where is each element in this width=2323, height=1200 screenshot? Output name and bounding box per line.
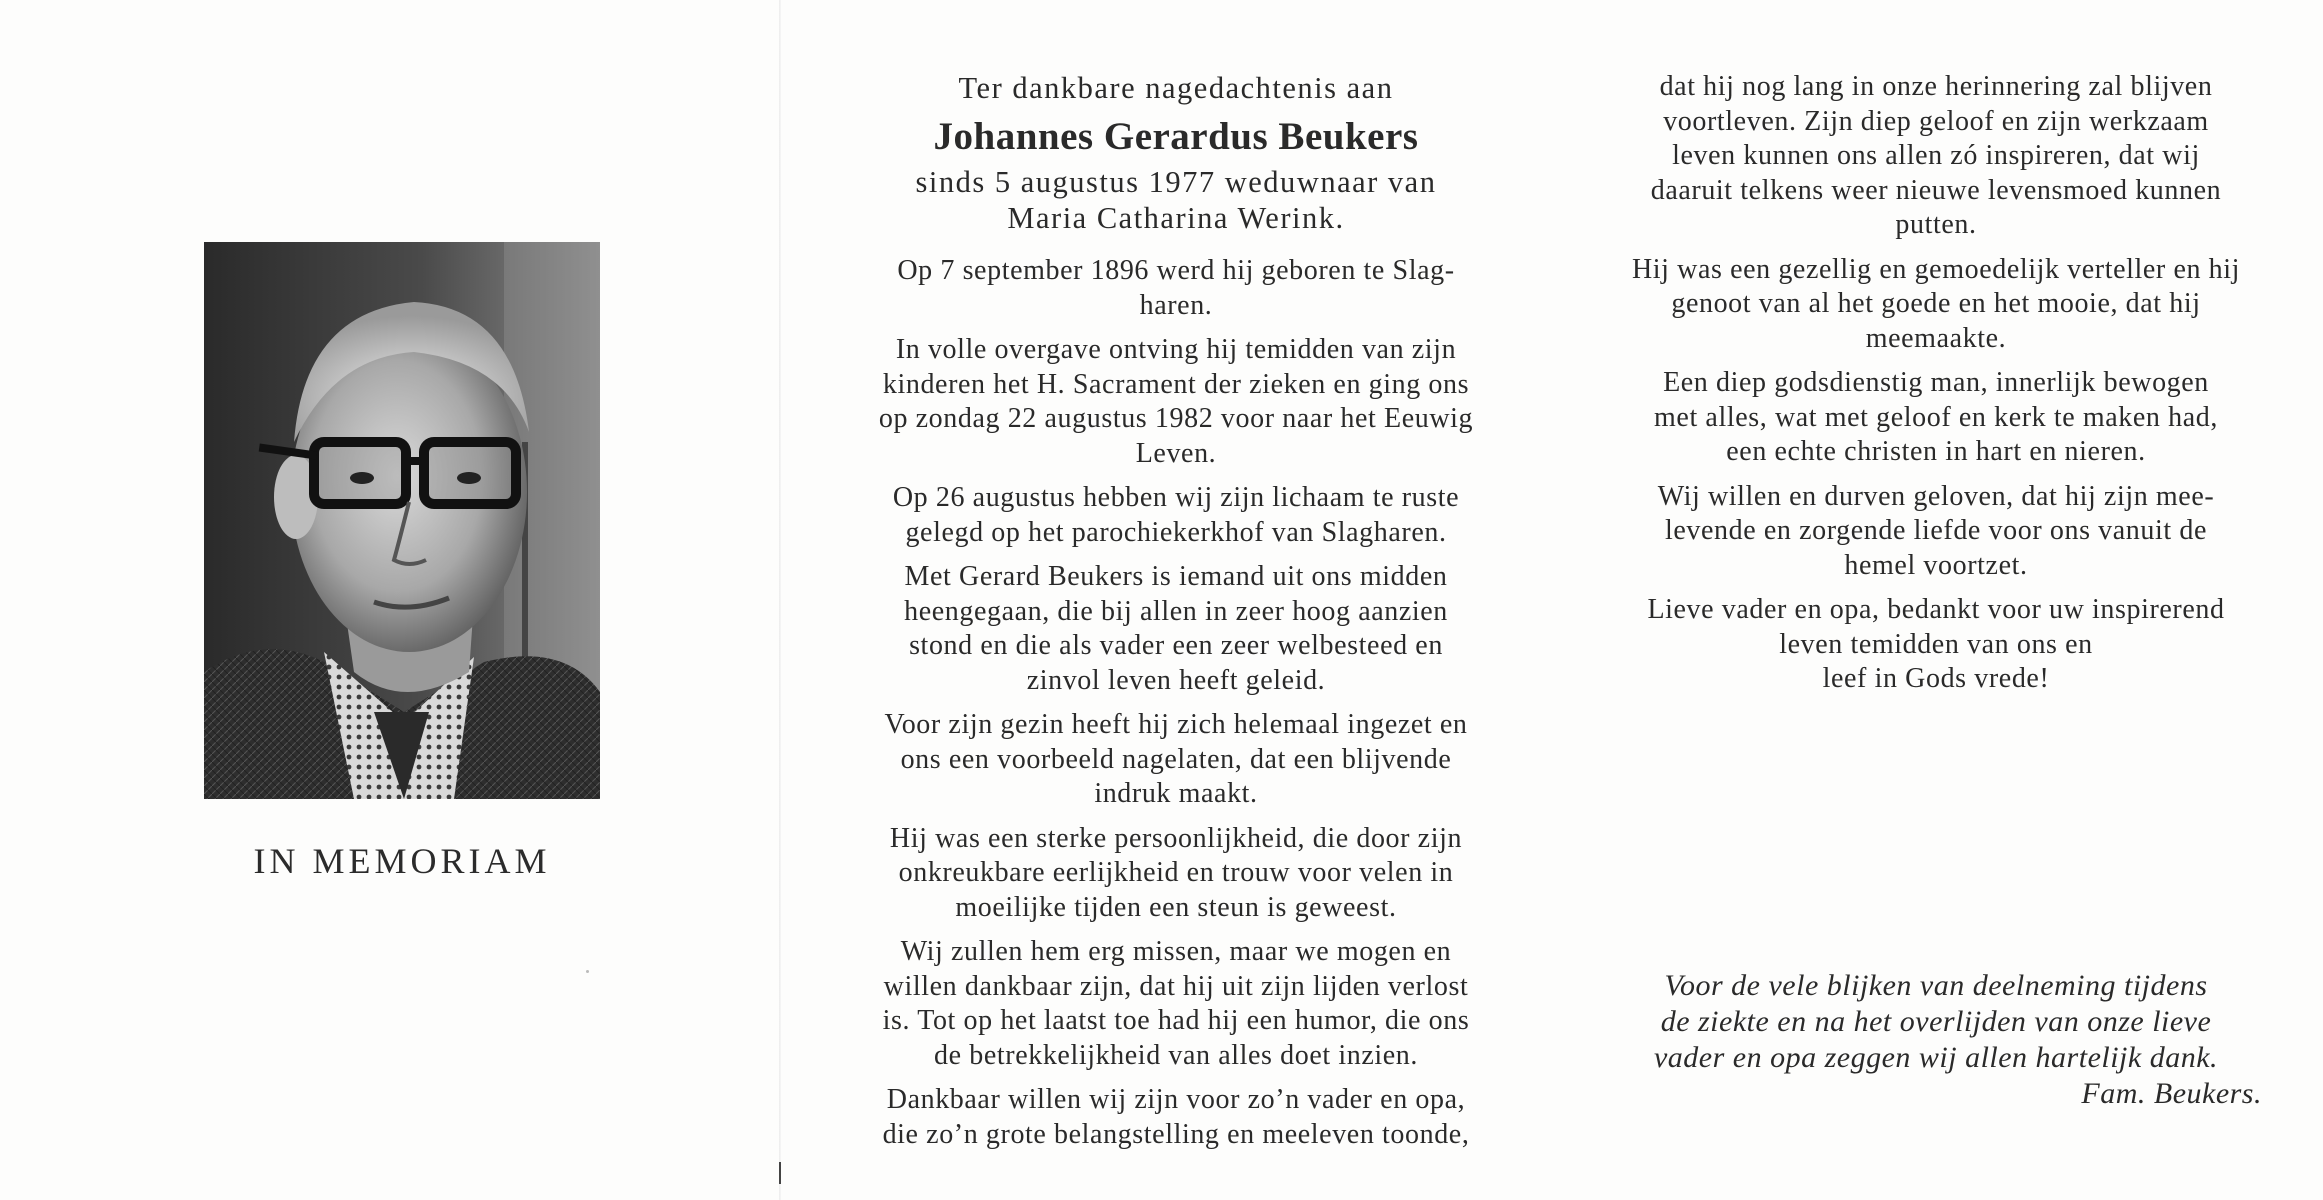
paragraph-gratitude: Dankbaar willen wij zijn voor zo’n vader en opa, die zo’n grote belangstelling en meeleven toonde, <box>882 1084 1470 1150</box>
main-text-column <box>846 70 1506 1162</box>
dedication-line: Ter dankbare nagedachtenis aan <box>958 71 1394 105</box>
paragraph-personality: Hij was een sterke persoonlijkheid, die door zijn onkreukbare eerlijkheid en trouw voor velen in moeilijke tijden een steun is geweest. <box>889 822 1463 923</box>
paragraph-death: In volle overgave ontving hij temidden van zijn kinderen het H. Sacrament der zieken en ging ons op zondag 22 augustus 1982 voor naar het Eeuwig Leven. <box>878 334 1474 469</box>
paragraph-faith: Een diep godsdienstig man, innerlijk bewogen met alles, wat met geloof en kerk te maken had, een echte christen in hart en nieren. <box>1654 367 2218 467</box>
paragraph-tribute: Met Gerard Beukers is iemand uit ons midden heengegaan, die bij allen in zeer hoog aanzien stond en die als vader een zeer welbesteed en zinvol leven heeft geleid. <box>904 561 1448 696</box>
fold-line <box>779 0 781 1200</box>
deceased-name: Johannes Gerardus Beukers <box>933 115 1419 158</box>
paragraph-burial: Op 26 augustus hebben wij zijn lichaam te ruste gelegd op het parochiekerkhof van Slagharen. <box>892 482 1460 548</box>
fold-mark <box>779 1162 781 1184</box>
paragraph-farewell: Lieve vader en opa, bedankt voor uw inspirerend leven temidden van ons en leef in Gods vrede! <box>1647 594 2225 694</box>
acknowledgement-note: Voor de vele blijken van deelneming tijdens de ziekte en na het overlijden van onze lieve vader en opa zeggen wij allen hartelijk dank. Fam. Beukers. <box>1608 968 2264 1112</box>
portrait-image <box>204 242 600 799</box>
paragraph-birth: Op 7 september 1896 werd hij geboren te Slag- haren. <box>897 255 1455 321</box>
family-signature: Fam. Beukers. <box>2081 1077 2262 1110</box>
speck <box>586 970 589 973</box>
paragraph-family: Voor zijn gezin heeft hij zich helemaal ingezet en ons een voorbeeld nagelaten, dat een blijvende indruk maakt. <box>884 709 1468 809</box>
spouse-name: Maria Catharina Werink. <box>1007 201 1345 235</box>
paragraph-storyteller: Hij was een gezellig en gemoedelijk verteller en hij genoot van al het goede en het mooie, dat hij meemaakte. <box>1631 253 2241 354</box>
continued-text-column <box>1608 70 2264 707</box>
paragraph-remembrance: dat hij nog lang in onze herinnering zal blijven voortleven. Zijn diep geloof en zijn werkzaam leven kunnen ons allen zó inspireren, dat wij daaruit telkens weer nieuwe levensmoed kunnen putten. <box>1650 71 2222 240</box>
widower-line: sinds 5 augustus 1977 weduwnaar van <box>915 165 1437 199</box>
portrait-photo <box>204 242 600 799</box>
in-memoriam-caption: IN MEMORIAM <box>253 841 551 881</box>
paragraph-belief: Wij willen en durven geloven, dat hij zijn mee- levende en zorgende liefde voor ons vanuit de hemel voortzet. <box>1657 480 2215 581</box>
paragraph-missing: Wij zullen hem erg missen, maar we mogen en willen dankbaar zijn, dat hij uit zijn lijden verlost is. Tot op het laatst toe had hij een humor, die ons de betrekkelijkheid van alles doet inzien. <box>882 936 1470 1071</box>
